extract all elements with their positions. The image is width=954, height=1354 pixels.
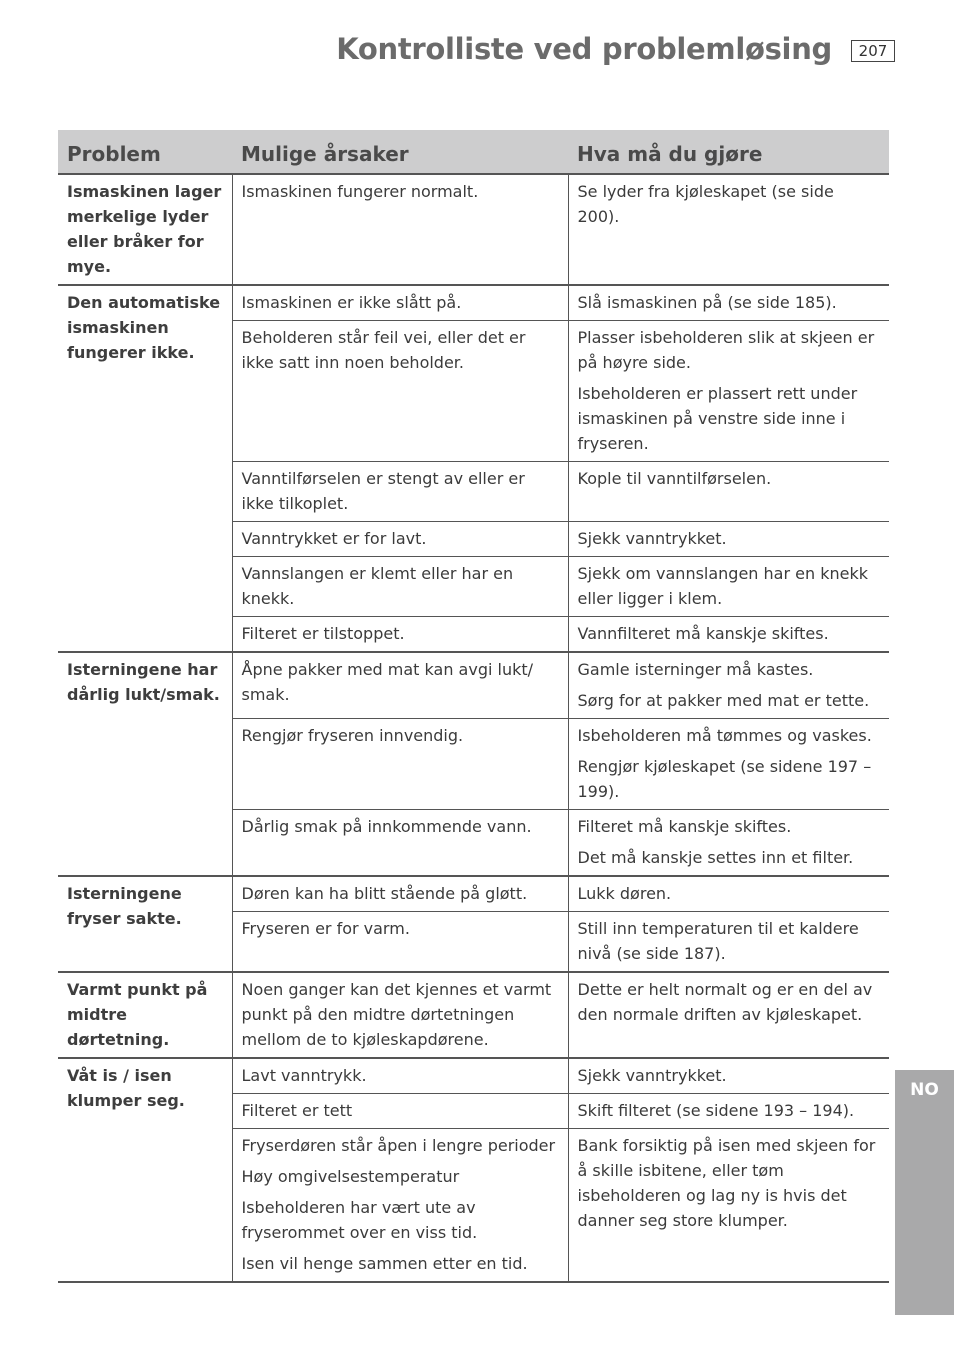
cause-text: Vannslangen er klemt eller har en knekk. (241, 564, 514, 608)
action-text: Skift filteret (se sidene 193 – 194). (577, 1101, 855, 1120)
action-text: Isbeholderen er plassert rett under ismaskinen på venstre side inne i fryseren. (577, 384, 858, 453)
cause-text: Noen ganger kan det kjennes et varmt punkt på den midtre dørtetningen mellom de to kjøleskapdørene. (241, 980, 552, 1049)
cause-text: Ismaskinen er ikke slått på. (241, 293, 462, 312)
page-title: Kontrolliste ved problemløsing (336, 32, 832, 66)
cause-cell (232, 522, 568, 557)
problem-cell: Isterningene har dårlig lukt/smak. (58, 652, 232, 876)
action-cell (568, 522, 889, 557)
problem-cell: Ismaskinen lager merkelige lyder eller bråker for mye. (58, 174, 232, 285)
action-text: Se lyder fra kjøleskapet (se side 200). (577, 182, 834, 226)
table-row (58, 285, 889, 321)
cause-cell (232, 810, 568, 877)
cause-cell (232, 1129, 568, 1283)
action-text: Dette er helt normalt og er en del av den normale driften av kjøleskapet. (577, 980, 873, 1024)
cause-text: Lavt vanntrykk. (241, 1066, 367, 1085)
action-text: Gamle isterninger må kastes. (577, 660, 814, 679)
cause-text: Vanntrykket er for lavt. (241, 529, 427, 548)
action-text: Lukk døren. (577, 884, 672, 903)
cause-text: Rengjør fryseren innvendig. (241, 726, 464, 745)
action-text: Bank forsiktig på isen med skjeen for å skille isbitene, eller tøm isbeholderen og lag ny is hvis det danner seg store klumper. (577, 1136, 876, 1230)
troubleshooting-table (58, 130, 889, 1283)
cause-cell (232, 1094, 568, 1129)
table-row (58, 876, 889, 912)
cause-text: Døren kan ha blitt stående på gløtt. (241, 884, 528, 903)
problem-cell: Varmt punkt på midtre dørtetning. (58, 972, 232, 1058)
cause-text: Fryseren er for varm. (241, 919, 410, 938)
action-cell (568, 912, 889, 973)
table-row (58, 174, 889, 285)
table-row (58, 972, 889, 1058)
cause-cell (232, 972, 568, 1058)
problem-cell: Isterningene fryser sakte. (58, 876, 232, 972)
header-causes: Mulige årsaker (232, 130, 568, 174)
problem-cell: Den automatiske ismaskinen fungerer ikke. (58, 285, 232, 652)
action-text: Isbeholderen må tømmes og vaskes. (577, 726, 872, 745)
action-text: Filteret må kanskje skiftes. (577, 817, 792, 836)
cause-cell (232, 617, 568, 653)
action-text: Sørg for at pakker med mat er tette. (577, 691, 870, 710)
action-cell (568, 285, 889, 321)
cause-cell (232, 719, 568, 810)
action-cell (568, 972, 889, 1058)
problem-cell: Våt is / isen klumper seg. (58, 1058, 232, 1282)
header-problem: Problem (58, 130, 232, 174)
language-tab: NO (895, 1070, 954, 1315)
action-cell (568, 321, 889, 462)
cause-cell (232, 876, 568, 912)
cause-text: Filteret er tilstoppet. (241, 624, 405, 643)
action-cell (568, 1129, 889, 1283)
cause-cell (232, 652, 568, 719)
action-cell (568, 810, 889, 877)
action-cell (568, 1058, 889, 1094)
cause-text: Vanntilførselen er stengt av eller er ikke tilkoplet. (241, 469, 525, 513)
action-text: Det må kanskje settes inn et filter. (577, 848, 854, 867)
action-cell (568, 557, 889, 617)
table-body (58, 174, 889, 1282)
cause-text: Dårlig smak på innkommende vann. (241, 817, 532, 836)
cause-text: Åpne pakker med mat kan avgi lukt/ smak. (241, 660, 534, 704)
cause-cell (232, 285, 568, 321)
action-text: Vannfilteret må kanskje skiftes. (577, 624, 829, 643)
cause-cell (232, 557, 568, 617)
table-header-row (58, 130, 889, 174)
cause-cell (232, 912, 568, 973)
action-text: Plasser isbeholderen slik at skjeen er på høyre side. (577, 328, 875, 372)
action-text: Rengjør kjøleskapet (se sidene 197 – 199). (577, 757, 872, 801)
cause-text: Fryserdøren står åpen i lengre perioder (241, 1136, 556, 1155)
cause-text: Høy omgivelsestemperatur (241, 1167, 460, 1186)
cause-text: Isbeholderen har vært ute av fryserommet over en viss tid. (241, 1198, 478, 1242)
action-text: Slå ismaskinen på (se side 185). (577, 293, 837, 312)
cause-cell (232, 321, 568, 462)
action-cell (568, 174, 889, 285)
cause-text: Beholderen står feil vei, eller det er ikke satt inn noen beholder. (241, 328, 526, 372)
cause-text: Isen vil henge sammen etter en tid. (241, 1254, 528, 1273)
action-cell (568, 462, 889, 522)
cause-cell (232, 462, 568, 522)
cause-text: Ismaskinen fungerer normalt. (241, 182, 479, 201)
table-row (58, 652, 889, 719)
action-text: Sjekk vanntrykket. (577, 1066, 727, 1085)
cause-text: Filteret er tett (241, 1101, 353, 1120)
action-cell (568, 617, 889, 653)
action-cell (568, 876, 889, 912)
header-actions: Hva må du gjøre (568, 130, 889, 174)
action-cell (568, 652, 889, 719)
cause-cell (232, 1058, 568, 1094)
page-number: 207 (851, 40, 895, 62)
cause-cell (232, 174, 568, 285)
action-text: Kople til vanntilførselen. (577, 469, 772, 488)
action-text: Sjekk vanntrykket. (577, 529, 727, 548)
action-cell (568, 1094, 889, 1129)
table-row (58, 1058, 889, 1094)
action-text: Sjekk om vannslangen har en knekk eller ligger i klem. (577, 564, 868, 608)
action-cell (568, 719, 889, 810)
action-text: Still inn temperaturen til et kaldere nivå (se side 187). (577, 919, 859, 963)
